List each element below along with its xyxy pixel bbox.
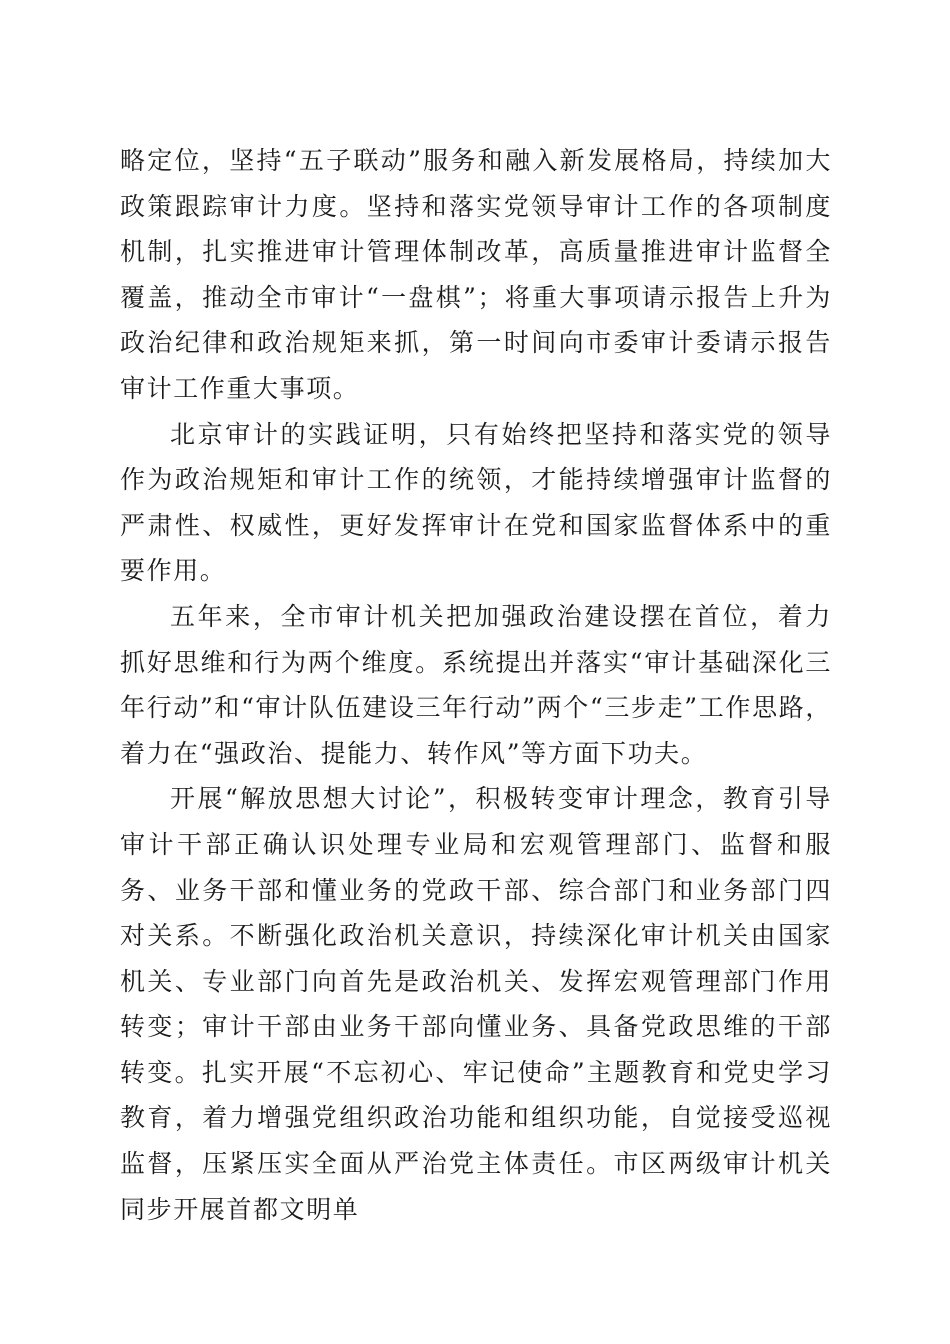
- paragraph-emancipate-thinking: 开展“解放思想大讨论”，积极转变审计理念，教育引导审计干部正确认识处理专业局和宏观管理部门、监督和服务、业务干部和懂业务的党政干部、综合部门和业务部门四对关系。不断强化政治机关意识，持续深化审计机关由国家机关、专业部门向首先是政治机关、发挥宏观管理部门作用转变；审计干部由业务干部向懂业务、具备党政思维的干部转变。扎实开展“不忘初心、牢记使命”主题教育和党史学习教育，着力增强党组织政治功能和组织功能，自觉接受巡视监督，压紧压实全面从严治党主体责任。市区两级审计机关同步开展首都文明单: [120, 784, 832, 1224]
- paragraph-beijing-audit-practice: 北京审计的实践证明，只有始终把坚持和落实党的领导作为政治规矩和审计工作的统领，才能持续增强审计监督的严肃性、权威性，更好发挥审计在党和国家监督体系中的重要作用。: [120, 419, 832, 586]
- document-body: [120, 138, 832, 1232]
- paragraph-five-years: 五年来，全市审计机关把加强政治建设摆在首位，着力抓好思维和行为两个维度。系统提出并落实“审计基础深化三年行动”和“审计队伍建设三年行动”两个“三步走”工作思路，着力在“强政治、提能力、转作风”等方面下功夫。: [120, 601, 832, 768]
- paragraph-continuation: 略定位，坚持“五子联动”服务和融入新发展格局，持续加大政策跟踪审计力度。坚持和落实党领导审计工作的各项制度机制，扎实推进审计管理体制改革，高质量推进审计监督全覆盖，推动全市审计“一盘棋”；将重大事项请示报告上升为政治纪律和政治规矩来抓，第一时间向市委审计委请示报告审计工作重大事项。: [120, 146, 832, 403]
